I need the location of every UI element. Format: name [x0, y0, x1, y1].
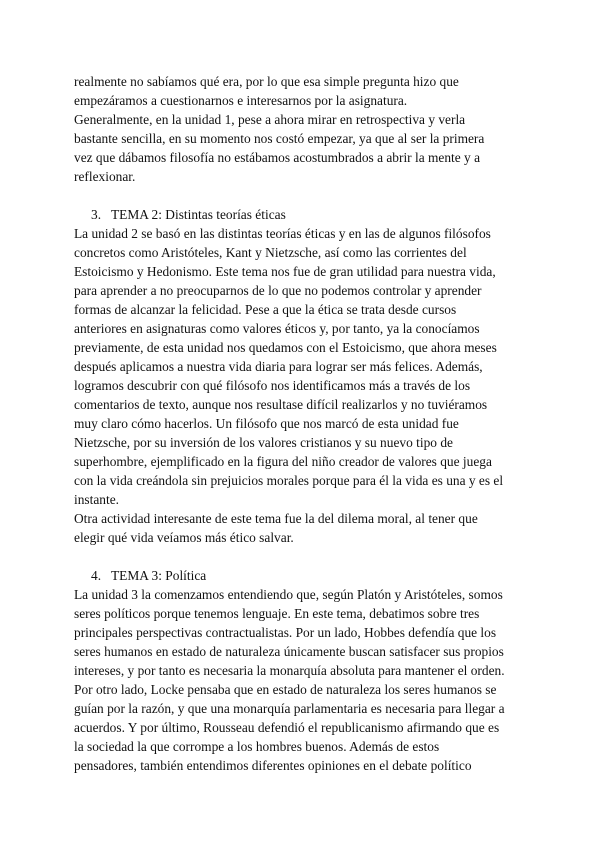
text-line: después aplicamos a nuestra vida diaria para lograr ser más felices. Además, [74, 359, 483, 374]
text-line: instante. [74, 492, 119, 507]
text-line: principales perspectivas contractualistas. Por un lado, Hobbes defendía que los [74, 625, 497, 640]
text-line: superhombre, ejemplificado en la figura del niño creador de valores que juega [74, 454, 492, 469]
text-line: muy claro cómo hacerlos. Un filósofo que nos marcó de esta unidad fue [74, 416, 459, 431]
text-line: seres políticos porque tenemos lenguaje. En este tema, debatimos sobre tres [74, 606, 480, 621]
text-line: intereses, y por tanto es necesaria la monarquía absoluta para mantener el orden. [74, 663, 505, 678]
text-line: Generalmente, en la unidad 1, pese a ahora mirar en retrospectiva y verla [74, 112, 466, 127]
text-line: Por otro lado, Locke pensaba que en estado de naturaleza los seres humanos se [74, 682, 497, 697]
text-line: acuerdos. Y por último, Rousseau defendió el republicanismo afirmando que es [74, 720, 500, 735]
text-line: guían por la razón, y que una monarquía parlamentaria es necesaria para llegar a [74, 701, 505, 716]
text-line: pensadores, también entendimos diferentes opiniones en el debate político [74, 758, 472, 773]
text-line: elegir qué vida veíamos más ético salvar. [74, 530, 294, 545]
spacer [74, 186, 534, 205]
text-line: Otra actividad interesante de este tema fue la del dilema moral, al tener que [74, 511, 478, 526]
text-line: anteriores en asignaturas como valores éticos y, por tanto, ya la conocíamos [74, 321, 480, 336]
text-line: concretos como Aristóteles, Kant y Nietzsche, así como las corrientes del [74, 245, 467, 260]
text-line: comentarios de texto, aunque nos resultase difícil realizarlos y no tuviéramos [74, 397, 488, 412]
section-title: TEMA 2: Distintas teorías éticas [111, 207, 286, 222]
text-line: vez que dábamos filosofía no estábamos acostumbrados a abrir la mente y a [74, 150, 481, 165]
text-line: bastante sencilla, en su momento nos costó empezar, ya que al ser la primera [74, 131, 485, 146]
text-line: la sociedad la que corrompe a los hombres buenos. Además de estos [74, 739, 440, 754]
spacer [74, 547, 534, 566]
document-body [74, 72, 534, 775]
text-line: realmente no sabíamos qué era, por lo que esa simple pregunta hizo que [74, 74, 459, 89]
text-line: La unidad 3 la comenzamos entendiendo que, según Platón y Aristóteles, somos [74, 587, 503, 602]
text-line: La unidad 2 se basó en las distintas teorías éticas y en las de algunos filósofos [74, 226, 491, 241]
text-line: Estoicismo y Hedonismo. Este tema nos fue de gran utilidad para nuestra vida, [74, 264, 496, 279]
text-line: Nietzsche, por su inversión de los valores cristianos y su nuevo tipo de [74, 435, 453, 450]
section-heading [74, 566, 534, 585]
section-number: 3. [91, 207, 102, 222]
section-number: 4. [91, 568, 102, 583]
text-line: para aprender a no preocuparnos de lo que no podemos controlar y aprender [74, 283, 482, 298]
section-heading [74, 205, 534, 224]
text-line: empezáramos a cuestionarnos e interesarnos por la asignatura. [74, 93, 408, 108]
section-title: TEMA 3: Política [111, 568, 207, 583]
text-line: reflexionar. [74, 169, 136, 184]
text-line: seres humanos en estado de naturaleza únicamente buscan satisfacer sus propios [74, 644, 504, 659]
text-line: logramos descubrir con qué filósofo nos identificamos más a través de los [74, 378, 471, 393]
text-line: previamente, de esta unidad nos quedamos con el Estoicismo, que ahora meses [74, 340, 497, 355]
paragraph [74, 585, 534, 775]
paragraph [74, 72, 534, 186]
paragraph [74, 224, 534, 547]
text-line: formas de alcanzar la felicidad. Pese a que la ética se trata desde cursos [74, 302, 457, 317]
text-line: con la vida creándola sin prejuicios morales porque para él la vida es una y es el [74, 473, 504, 488]
